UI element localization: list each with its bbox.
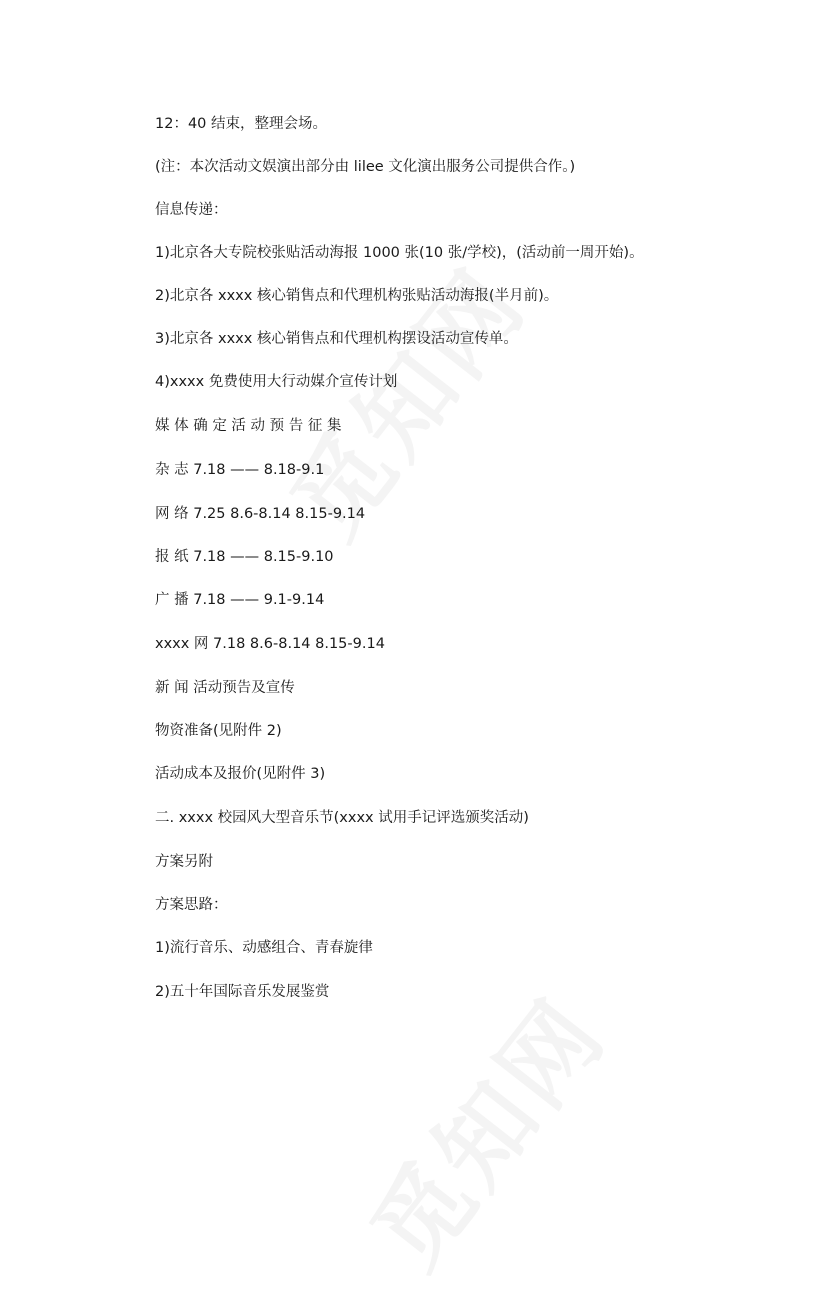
text-line: 方案思路： <box>155 897 228 913</box>
text-line: 报 纸 7.18 —— 8.15-9.10 <box>155 549 334 565</box>
text-line: 2)五十年国际音乐发展鉴赏 <box>155 984 330 1000</box>
text-line: 新 闻 活动预告及宣传 <box>155 680 295 696</box>
text-line: 媒 体 确 定 活 动 预 告 征 集 <box>155 418 342 434</box>
watermark <box>335 966 631 1291</box>
text-line: 3)北京各 xxxx 核心销售点和代理机构摆设活动宣传单。 <box>155 331 518 347</box>
text-line: 4)xxxx 免费使用大行动媒介宣传计划 <box>155 374 398 390</box>
text-line: (注：本次活动文娱演出部分由 lilee 文化演出服务公司提供合作。) <box>155 159 576 175</box>
text-line: 杂 志 7.18 —— 8.18-9.1 <box>155 462 325 478</box>
text-line: 广 播 7.18 —— 9.1-9.14 <box>155 592 325 608</box>
text-line: 物资准备(见附件 2) <box>155 723 282 739</box>
text-line: 1)北京各大专院校张贴活动海报 1000 张(10 张/学校)，(活动前一周开始)。 <box>155 245 644 261</box>
text-line: 2)北京各 xxxx 核心销售点和代理机构张贴活动海报(半月前)。 <box>155 288 559 304</box>
text-line: 方案另附 <box>155 854 213 870</box>
text-line: 信息传递： <box>155 202 228 218</box>
text-line: xxxx 网 7.18 8.6-8.14 8.15-9.14 <box>155 636 385 652</box>
text-line: 1)流行音乐、动感组合、青春旋律 <box>155 940 373 956</box>
text-line: 活动成本及报价(见附件 3) <box>155 766 326 782</box>
text-line: 12：40 结束，整理会场。 <box>155 116 328 132</box>
text-line: 网 络 7.25 8.6-8.14 8.15-9.14 <box>155 506 366 522</box>
text-line: 二. xxxx 校园风大型音乐节(xxxx 试用手记评选颁奖活动) <box>155 810 529 826</box>
